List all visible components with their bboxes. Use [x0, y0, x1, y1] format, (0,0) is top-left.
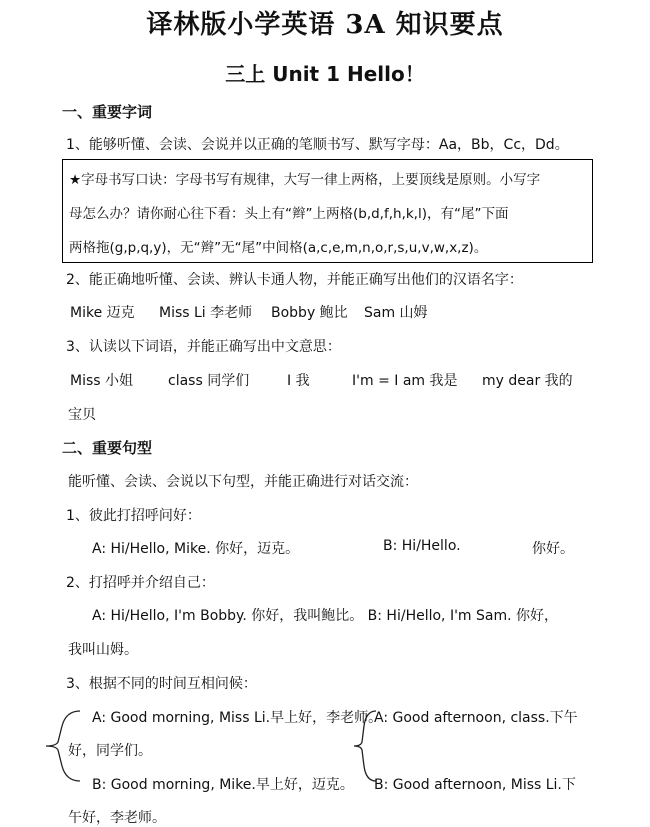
- vocab-item-characters: 2、能正确地听懂、会读、辨认卡通人物，并能正确写出他们的汉语名字：: [66, 272, 523, 288]
- tip-line: 两格拖(g,p,q,y)，无“辫”无“尾”中间格(a,c,e,m,n,o,r,s,u,v,w,x,z)。: [69, 240, 488, 256]
- word-entry-wrap: 宝贝: [68, 407, 96, 423]
- dialog-line: B: Good afternoon, Miss Li.下: [374, 777, 576, 793]
- dialog-line: B: Good morning, Mike.早上好，迈克。: [92, 777, 354, 793]
- dialog-line: A: Hi/Hello, I'm Bobby. 你好，我叫鲍比。 B: Hi/Hello, I'm Sam. 你好，: [92, 608, 559, 624]
- dialog-line-wrap: 我叫山姆。: [68, 642, 138, 658]
- dialog-line-wrap: 午好，李老师。: [68, 810, 166, 826]
- dialog-line: A: Good afternoon, class.下午: [374, 710, 578, 726]
- section-heading-vocabulary: 一、重要字词: [62, 103, 153, 121]
- character-name: Bobby 鲍比: [271, 305, 348, 321]
- dialog-line: 你好。: [532, 541, 574, 557]
- word-entry: I 我: [287, 373, 310, 389]
- sentence-item-time-greetings: 3、根据不同的时间互相问候：: [66, 676, 257, 692]
- tip-line: ★字母书写口诀：字母书写有规律，大写一律上两格，上要顶线是原则。小写字: [69, 172, 541, 188]
- dialog-line-wrap: 好，同学们。: [68, 743, 152, 759]
- dialog-line: B: Hi/Hello.: [383, 538, 461, 554]
- tip-box: [62, 159, 593, 263]
- section-heading-sentences: 二、重要句型: [62, 439, 153, 457]
- sentence-item-introduce: 2、打招呼并介绍自己：: [66, 575, 215, 591]
- page-subtitle: 三上 Unit 1 Hello！: [225, 62, 425, 86]
- dialog-line: A: Hi/Hello, Mike. 你好，迈克。: [92, 541, 300, 557]
- dialog-line: A: Good morning, Miss Li.早上好，李老师。: [92, 710, 383, 726]
- vocab-item-words: 3、认读以下词语，并能正确写出中文意思：: [66, 339, 341, 355]
- tip-line: 母怎么办？请你耐心往下看：头上有“辫”上两格(b,d,f,h,k,l)，有“尾”下面: [69, 206, 509, 222]
- word-entry: I'm = I am 我是: [352, 373, 458, 389]
- sentences-intro: 能听懂、会读、会说以下句型，并能正确进行对话交流：: [68, 474, 418, 490]
- character-name: Sam 山姆: [364, 305, 428, 321]
- character-name: Miss Li 李老师: [159, 305, 253, 321]
- word-entry: my dear 我的: [482, 373, 573, 389]
- page-title: 译林版小学英语 3A 知识要点: [146, 10, 504, 40]
- character-name: Mike 迈克: [70, 305, 135, 321]
- sentence-item-greeting: 1、彼此打招呼问好：: [66, 508, 201, 524]
- vocab-item-letters: 1、能够听懂、会读、会说并以正确的笔顺书写、默写字母：Aa，Bb，Cc，Dd。: [66, 137, 569, 153]
- word-entry: class 同学们: [168, 373, 250, 389]
- word-entry: Miss 小姐: [70, 373, 134, 389]
